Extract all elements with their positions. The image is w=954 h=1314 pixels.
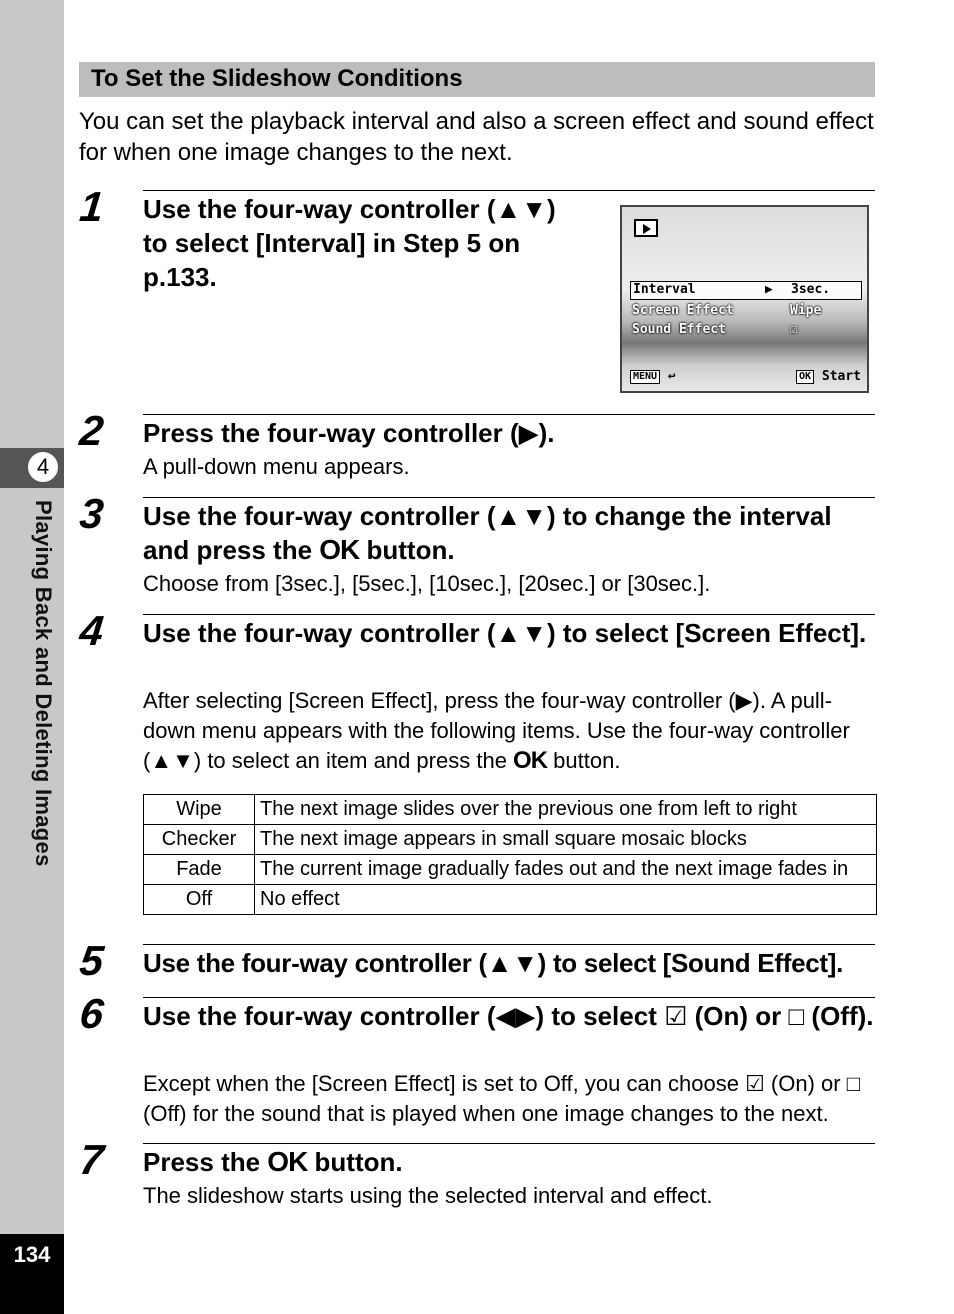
effect-name: Checker — [144, 825, 255, 855]
effect-name: Wipe — [144, 795, 255, 825]
step-1-title-line2: to select [Interval] in Step 5 on — [143, 228, 521, 258]
start-label: Start — [821, 369, 862, 384]
step-3-title-end: button. — [359, 535, 455, 565]
step-7-body: The slideshow starts using the selected interval and effect. — [143, 1183, 713, 1208]
ok-button-glyph: OK — [513, 747, 548, 774]
camera-row-label: Interval — [633, 282, 696, 297]
step-4-number: 4 — [77, 607, 106, 654]
step-2-rule — [143, 414, 875, 415]
playback-mode-icon — [634, 219, 658, 237]
effect-description: The current image gradually fades out and the next image fades in — [255, 855, 877, 885]
step-4-body-end: button. — [547, 748, 621, 773]
ok-button-glyph: OK — [319, 534, 360, 565]
back-arrow-icon: ↩ — [667, 369, 676, 384]
effect-name: Fade — [144, 855, 255, 885]
ok-start-group — [796, 367, 861, 387]
menu-key: MENU — [630, 370, 660, 384]
table-row — [144, 885, 877, 915]
camera-button-bar — [630, 367, 862, 387]
camera-row-interval — [630, 281, 862, 300]
table-row — [144, 855, 877, 885]
camera-row-label: Sound Effect — [632, 322, 726, 337]
checkbox-checked-icon: ☑ — [790, 322, 798, 337]
camera-row-sound-effect — [630, 320, 862, 339]
step-6-body: Except when the [Screen Effect] is set to Off, you can choose ☑ (On) or □ (Off) for the sound that is played when one image changes to the next. — [143, 1071, 860, 1126]
step-4-rule — [143, 614, 875, 615]
step-7-title-text: Press the — [143, 1147, 268, 1177]
camera-row-value: Wipe — [790, 303, 822, 318]
step-3-title-text: Use the four-way controller (▲▼) to change the interval and press the — [143, 501, 832, 565]
step-5-rule — [143, 944, 875, 945]
effect-name: Off — [144, 885, 255, 915]
step-1-title — [143, 192, 603, 294]
effect-description: No effect — [255, 885, 877, 915]
camera-row-value: 3sec. — [791, 282, 831, 297]
effect-description: The next image appears in small square mosaic blocks — [255, 825, 877, 855]
step-1-rule — [143, 190, 875, 191]
right-arrow-icon: ▶ — [765, 282, 773, 297]
step-6-number: 6 — [77, 990, 106, 1037]
step-7-title — [143, 1145, 875, 1179]
effect-description: The next image slides over the previous one from left to right — [255, 795, 877, 825]
step-5-title: Use the four-way controller (▲▼) to select [Sound Effect]. — [143, 948, 844, 978]
step-6-rule — [143, 997, 875, 998]
step-7-rule — [143, 1143, 875, 1144]
camera-row-label: Screen Effect — [632, 303, 734, 318]
step-2-title: Press the four-way controller (▶). — [143, 418, 555, 448]
step-7-title-end: button. — [307, 1147, 403, 1177]
step-1-title-line3: p.133. — [143, 262, 217, 292]
section-heading: To Set the Slideshow Conditions — [79, 62, 875, 97]
step-4-body-text: After selecting [Screen Effect], press the four-way controller (▶). A pull-down menu appears with the following items. Use the four-way controller (▲▼) to select an item and press the — [143, 688, 850, 773]
step-2-body: A pull-down menu appears. — [143, 454, 410, 479]
step-1-number: 1 — [77, 183, 106, 230]
camera-row-screen-effect — [630, 301, 862, 320]
step-3-number: 3 — [77, 490, 106, 537]
step-2-number: 2 — [77, 407, 106, 454]
step-3-body: Choose from [3sec.], [5sec.], [10sec.], [20sec.] or [30sec.]. — [143, 571, 711, 596]
step-4-body — [143, 686, 875, 776]
table-row — [144, 825, 877, 855]
step-4-title: Use the four-way controller (▲▼) to select [Screen Effect]. — [143, 618, 867, 648]
camera-screen-illustration — [620, 205, 869, 393]
step-1-title-line1: Use the four-way controller (▲▼) — [143, 194, 556, 224]
chapter-number: 4 — [26, 450, 60, 484]
step-3-title — [143, 499, 875, 567]
screen-effect-table — [143, 794, 877, 915]
page-number: 134 — [13, 1242, 51, 1267]
step-3-rule — [143, 497, 875, 498]
ok-key: OK — [796, 370, 814, 384]
chapter-title: Playing Back and Deleting Images — [31, 500, 56, 867]
step-7-number: 7 — [77, 1136, 106, 1183]
step-5-number: 5 — [77, 937, 106, 984]
table-row — [144, 795, 877, 825]
step-6-title: Use the four-way controller (◀▶) to select ☑ (On) or □ (Off). — [143, 1001, 874, 1031]
ok-button-glyph: OK — [267, 1146, 308, 1177]
intro-paragraph: You can set the playback interval and also a screen effect and sound effect for when one image changes to the next. — [79, 108, 874, 166]
